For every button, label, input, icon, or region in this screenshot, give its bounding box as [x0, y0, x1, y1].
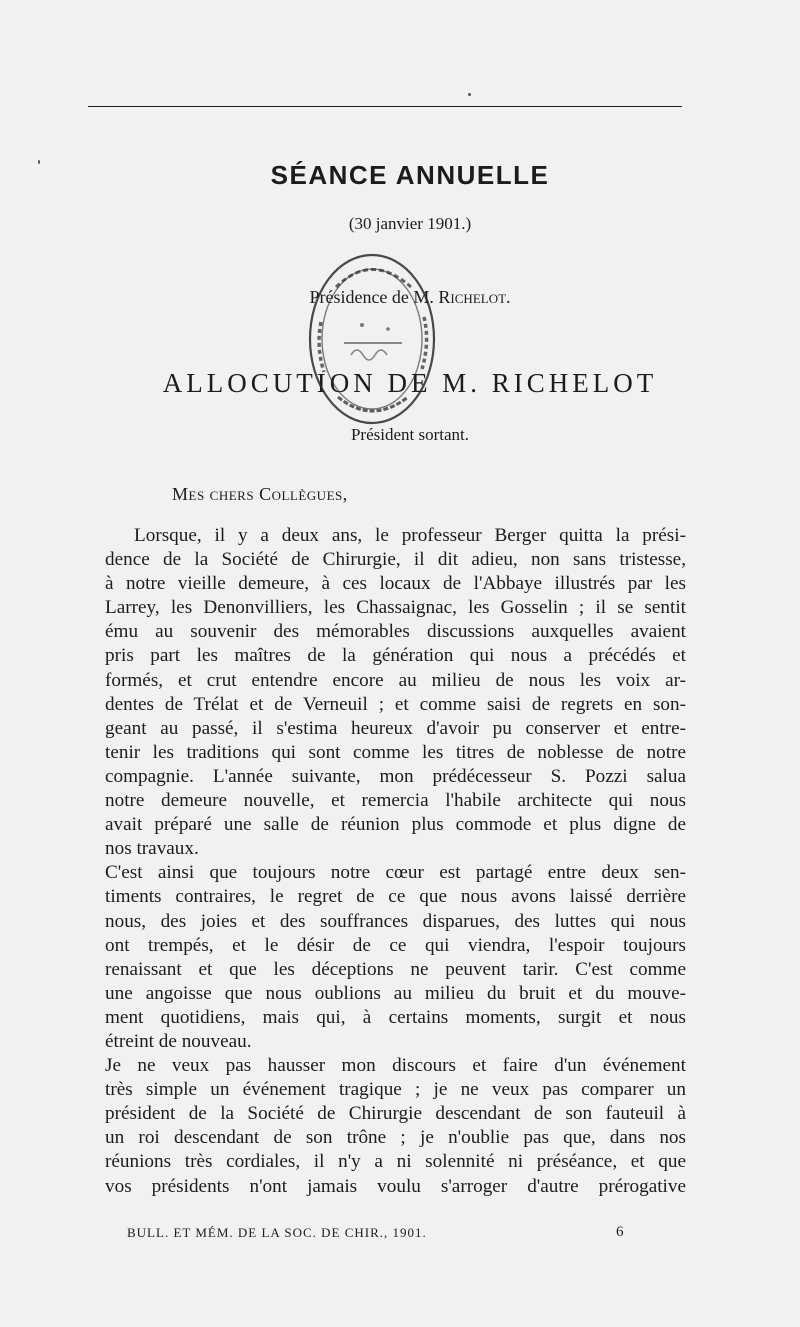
body-line: renaissant et que les déceptions ne peuvent tarir. C'est comme	[105, 958, 686, 980]
body-line: réunions très cordiales, il n'y a ni solennité ni préséance, et que	[105, 1151, 686, 1173]
library-stamp-icon	[296, 247, 452, 437]
body-line: nous, des joies et des souffrances disparues, des luttes qui nous	[105, 910, 686, 932]
paper-speck	[468, 93, 471, 96]
body-line: tenir les traditions qui sont comme les titres de noblesse de notre	[105, 741, 686, 763]
body-line: vos présidents n'ont jamais voulu s'arroger d'autre prérogative	[105, 1175, 686, 1197]
body-line: étreint de nouveau.	[105, 1030, 252, 1052]
body-text	[105, 524, 686, 1199]
presidency-name: Richelot.	[438, 287, 511, 307]
page-title: SÉANCE ANNUELLE	[270, 160, 550, 190]
presidency-prefix: Présidence de M.	[309, 287, 439, 307]
body-line: très simple un événement tragique ; je ne veux pas comparer un	[105, 1079, 686, 1101]
body-line: C'est ainsi que toujours notre cœur est partagé entre deux sen-	[105, 862, 686, 884]
body-line: nos travaux.	[105, 838, 199, 860]
body-line: pris part les maîtres de la génération qui nous a précédés et	[105, 645, 686, 667]
body-line: ému au souvenir des mémorables discussions auxquelles avaient	[105, 621, 686, 643]
footer-citation: BULL. ET MÉM. DE LA SOC. DE CHIR., 1901.	[127, 1225, 427, 1240]
body-line: geant au passé, il s'estima heureux d'avoir pu conserver et entre-	[105, 717, 686, 739]
paper-speck	[38, 160, 40, 164]
body-line: Je ne veux pas hausser mon discours et faire d'un événement	[105, 1055, 686, 1077]
body-line: président de la Société de Chirurgie descendant de son fauteuil à	[105, 1103, 686, 1125]
body-line: Larrey, les Denonvilliers, les Chassaignac, les Gosselin ; il se sentit	[105, 597, 686, 619]
body-line: une angoisse que nous oublions au milieu du bruit et du mouve-	[105, 982, 686, 1004]
body-line: un roi descendant de son trône ; je n'oublie pas que, dans nos	[105, 1127, 686, 1149]
body-line: à notre vieille demeure, à ces locaux de l'Abbaye illustrés par les	[105, 573, 686, 595]
body-line: timents contraires, le regret de ce que nous avons laissé derrière	[105, 886, 686, 908]
page-number: 6	[616, 1224, 624, 1240]
address-heading: ALLOCUTION DE M. RICHELOT	[162, 368, 658, 398]
body-line: ont trempés, et le désir de ce qui viendra, l'espoir toujours	[105, 934, 686, 956]
body-line: avait préparé une salle de réunion plus commode et plus digne de	[105, 814, 686, 836]
body-line: compagnie. L'année suivante, mon prédécesseur S. Pozzi salua	[105, 765, 686, 787]
body-line: ment quotidiens, mais qui, à certains moments, surgit et nous	[105, 1006, 686, 1028]
body-line: notre demeure nouvelle, et remercia l'habile architecte qui nous	[105, 790, 686, 812]
address-subtitle: Président sortant.	[350, 425, 470, 444]
session-date: (30 janvier 1901.)	[348, 214, 472, 233]
top-rule	[88, 106, 682, 107]
body-line: Lorsque, il y a deux ans, le professeur Berger quitta la prési-	[134, 525, 686, 546]
body-line: dentes de Trélat et de Verneuil ; et comme saisi de regrets en son-	[105, 693, 686, 715]
salutation: Mes chers Collègues,	[172, 484, 348, 504]
body-line: dence de la Société de Chirurgie, il dit adieu, non sans tristesse,	[105, 549, 686, 571]
body-line: formés, et crut entendre encore au milieu de nous les voix ar-	[105, 669, 686, 691]
